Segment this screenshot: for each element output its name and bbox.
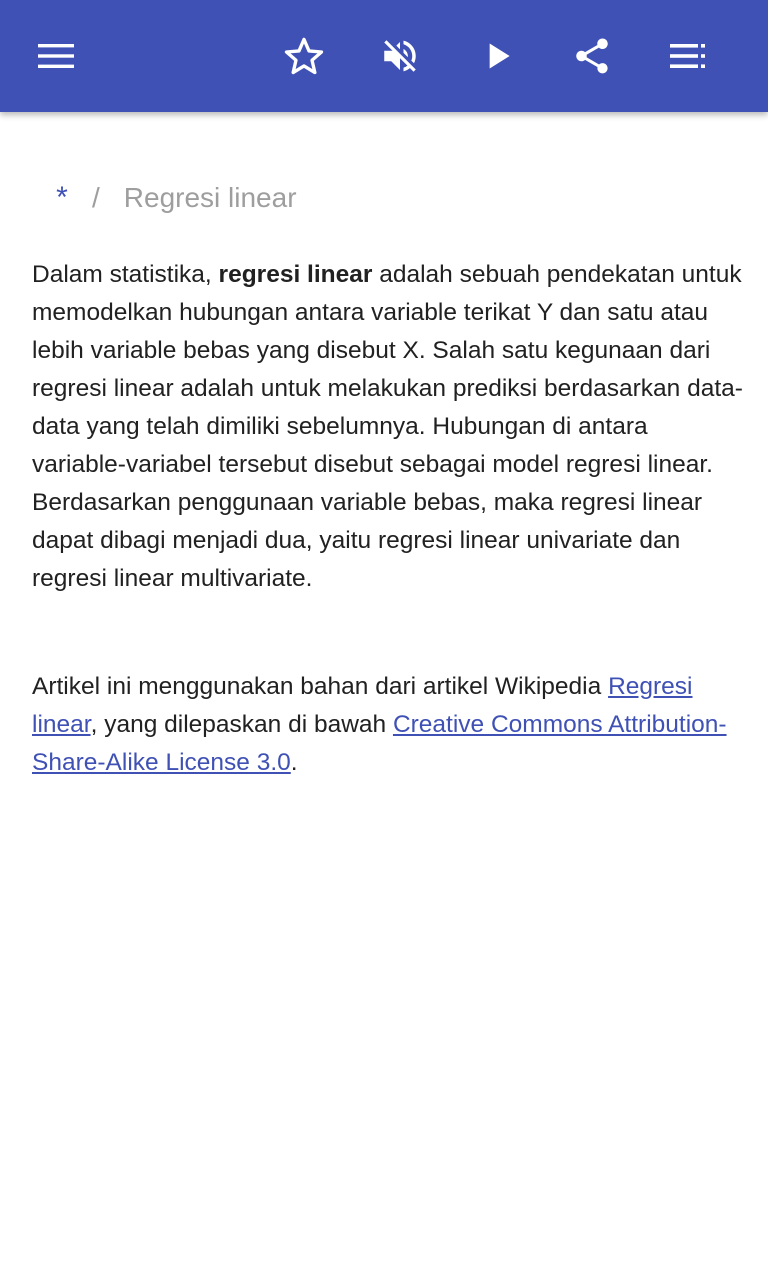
menu-icon [36, 42, 76, 70]
breadcrumb-home-link[interactable]: * [56, 181, 68, 214]
menu-button[interactable] [28, 28, 84, 84]
article-intro-prefix: Dalam statistika, [32, 261, 219, 288]
bookmark-button[interactable] [276, 28, 332, 84]
wikipedia-article-link[interactable]: Regresi linear [32, 673, 693, 738]
star-outline-icon [283, 35, 325, 77]
breadcrumb [54, 178, 297, 218]
article-term: regresi linear [218, 261, 373, 288]
contents-button[interactable] [660, 28, 716, 84]
attribution-paragraph [32, 668, 744, 782]
attribution-suffix: . [290, 749, 298, 776]
article-page [0, 112, 768, 1280]
breadcrumb-current: Regresi linear [123, 182, 297, 213]
attribution-prefix: Artikel ini menggunakan bahan dari artikel Wikipedia [32, 673, 609, 700]
share-icon [571, 35, 613, 77]
license-link[interactable]: Creative Commons Attribution-Share-Alike License 3.0 [32, 711, 727, 776]
volume-off-icon [379, 35, 421, 77]
app-bar [0, 0, 768, 112]
attribution-middle: , yang dilepaskan di bawah [90, 711, 393, 738]
article-paragraph [32, 256, 744, 598]
play-button[interactable] [470, 28, 526, 84]
play-icon [478, 36, 518, 76]
playlist-icon [668, 42, 708, 70]
share-button[interactable] [564, 28, 620, 84]
breadcrumb-separator: / [92, 182, 100, 213]
mute-button[interactable] [372, 28, 428, 84]
article-intro-body: adalah sebuah pendekatan untuk memodelkan hubungan antara variable terikat Y dan satu atau lebih variable bebas yang disebut X. Salah satu kegunaan dari regresi linear adalah untuk melakukan prediksi berdasarkan data-data yang telah dimiliki sebelumnya. Hubungan di antara variable-variabel tersebut disebut sebagai model regresi linear. Berdasarkan penggunaan variable bebas, maka regresi linear dapat dibagi menjadi dua, yaitu regresi linear univariate dan regresi linear multivariate. [32, 261, 743, 592]
